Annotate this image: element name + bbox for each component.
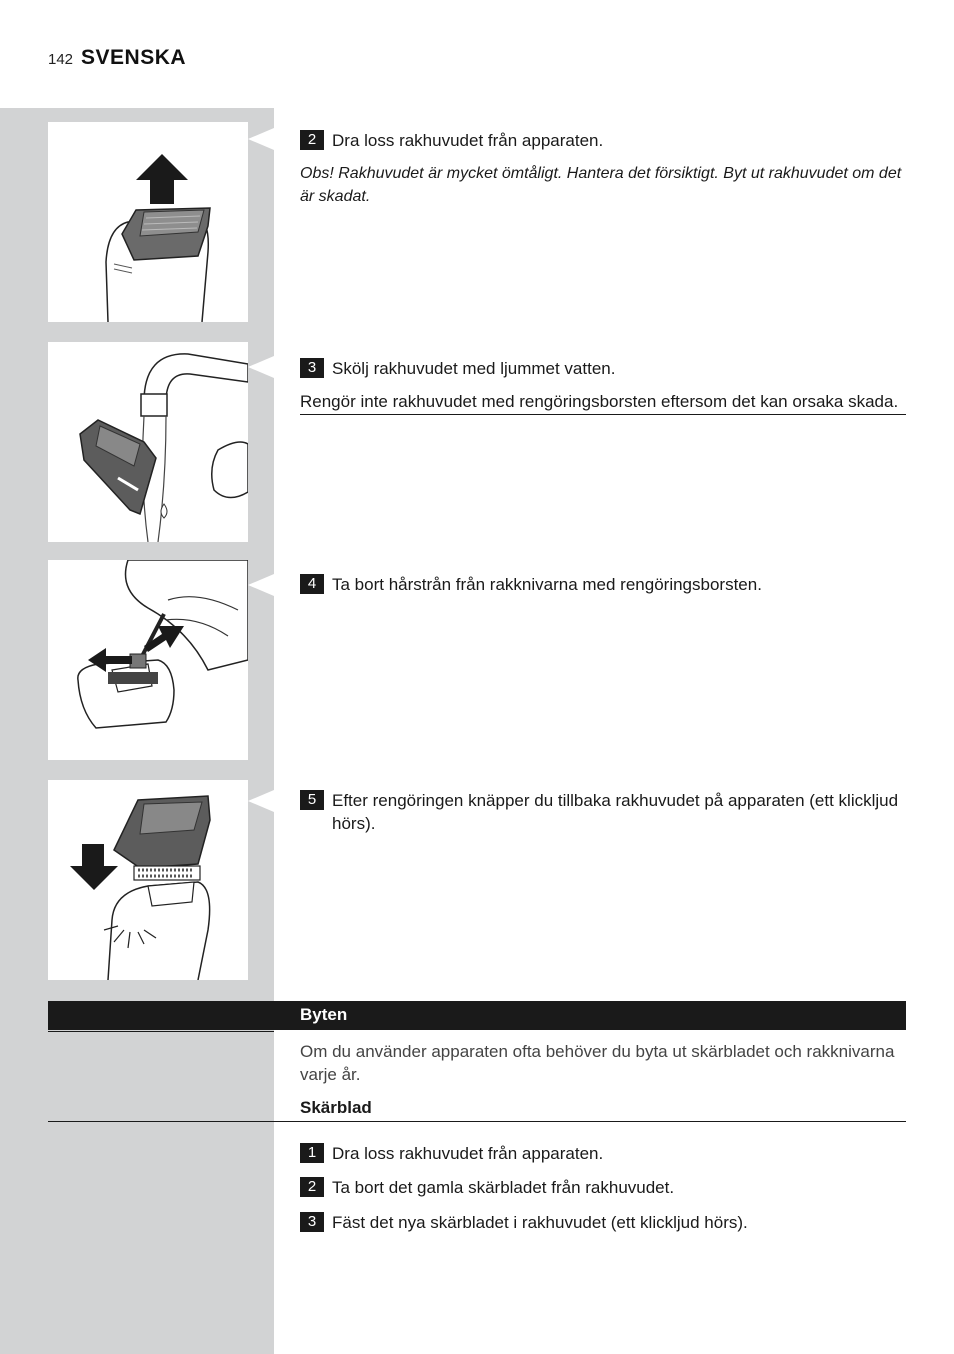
step-warning: Rengör inte rakhuvudet med rengöringsborsten eftersom det kan orsaka skada. [300,390,906,415]
step-number: 4 [300,574,324,594]
step-block [300,357,906,415]
step-text: Skölj rakhuvudet med ljummet vatten. [332,359,616,378]
figure-reattach [48,780,248,980]
language-title: SVENSKA [81,46,187,69]
section-intro: Om du använder apparaten ofta behöver du byta ut skärbladet och rakknivarna varje år. [300,1042,895,1084]
step-number: 1 [300,1143,324,1163]
step-item [300,1176,906,1199]
step-block [300,573,906,596]
figure-rinse [48,342,248,542]
step-block [300,1211,906,1234]
figure-pointer [248,356,274,378]
step-item [300,789,906,835]
figure-pointer [248,574,274,596]
step-text: Dra loss rakhuvudet från apparaten. [332,1144,604,1163]
step-item [300,129,906,152]
step-number: 5 [300,790,324,810]
step-text: Dra loss rakhuvudet från apparaten. [332,131,604,150]
step-number: 3 [300,358,324,378]
step-item [300,1142,906,1165]
step-block [300,1176,906,1199]
step-block [300,1142,906,1165]
step-number: 2 [300,1177,324,1197]
water-tap-icon [141,354,248,498]
figure-remove-head [48,122,248,322]
step-block [300,789,906,835]
arrow-up-icon [136,154,188,204]
subheading: Skärblad [300,1098,372,1117]
arrow-down-icon [70,844,118,890]
step-text: Fäst det nya skärbladet i rakhuvudet (ett klickljud hörs). [332,1213,748,1232]
step-block [300,129,906,208]
divider [48,1121,906,1122]
step-text: Ta bort hårstrån från rakknivarna med rengöringsborsten. [332,575,762,594]
figure-pointer [248,128,274,150]
section-title: Byten [300,1005,348,1024]
page-header [48,46,186,76]
step-number: 2 [300,130,324,150]
figure-pointer [248,790,274,812]
section-band [48,1001,906,1030]
divider [48,1031,274,1032]
step-text: Ta bort det gamla skärbladet från rakhuvudet. [332,1178,675,1197]
figure-brush [48,560,248,760]
page-number: 142 [48,51,74,68]
step-text: Efter rengöringen knäpper du tillbaka rakhuvudet på apparaten (ett klickljud hörs). [332,791,899,833]
step-item [300,357,906,380]
step-number: 3 [300,1212,324,1232]
step-note: Obs! Rakhuvudet är mycket ömtåligt. Hantera det försiktigt. Byt ut rakhuvudet om det är skadat. [300,165,902,205]
step-item [300,573,906,596]
step-item [300,1211,906,1234]
